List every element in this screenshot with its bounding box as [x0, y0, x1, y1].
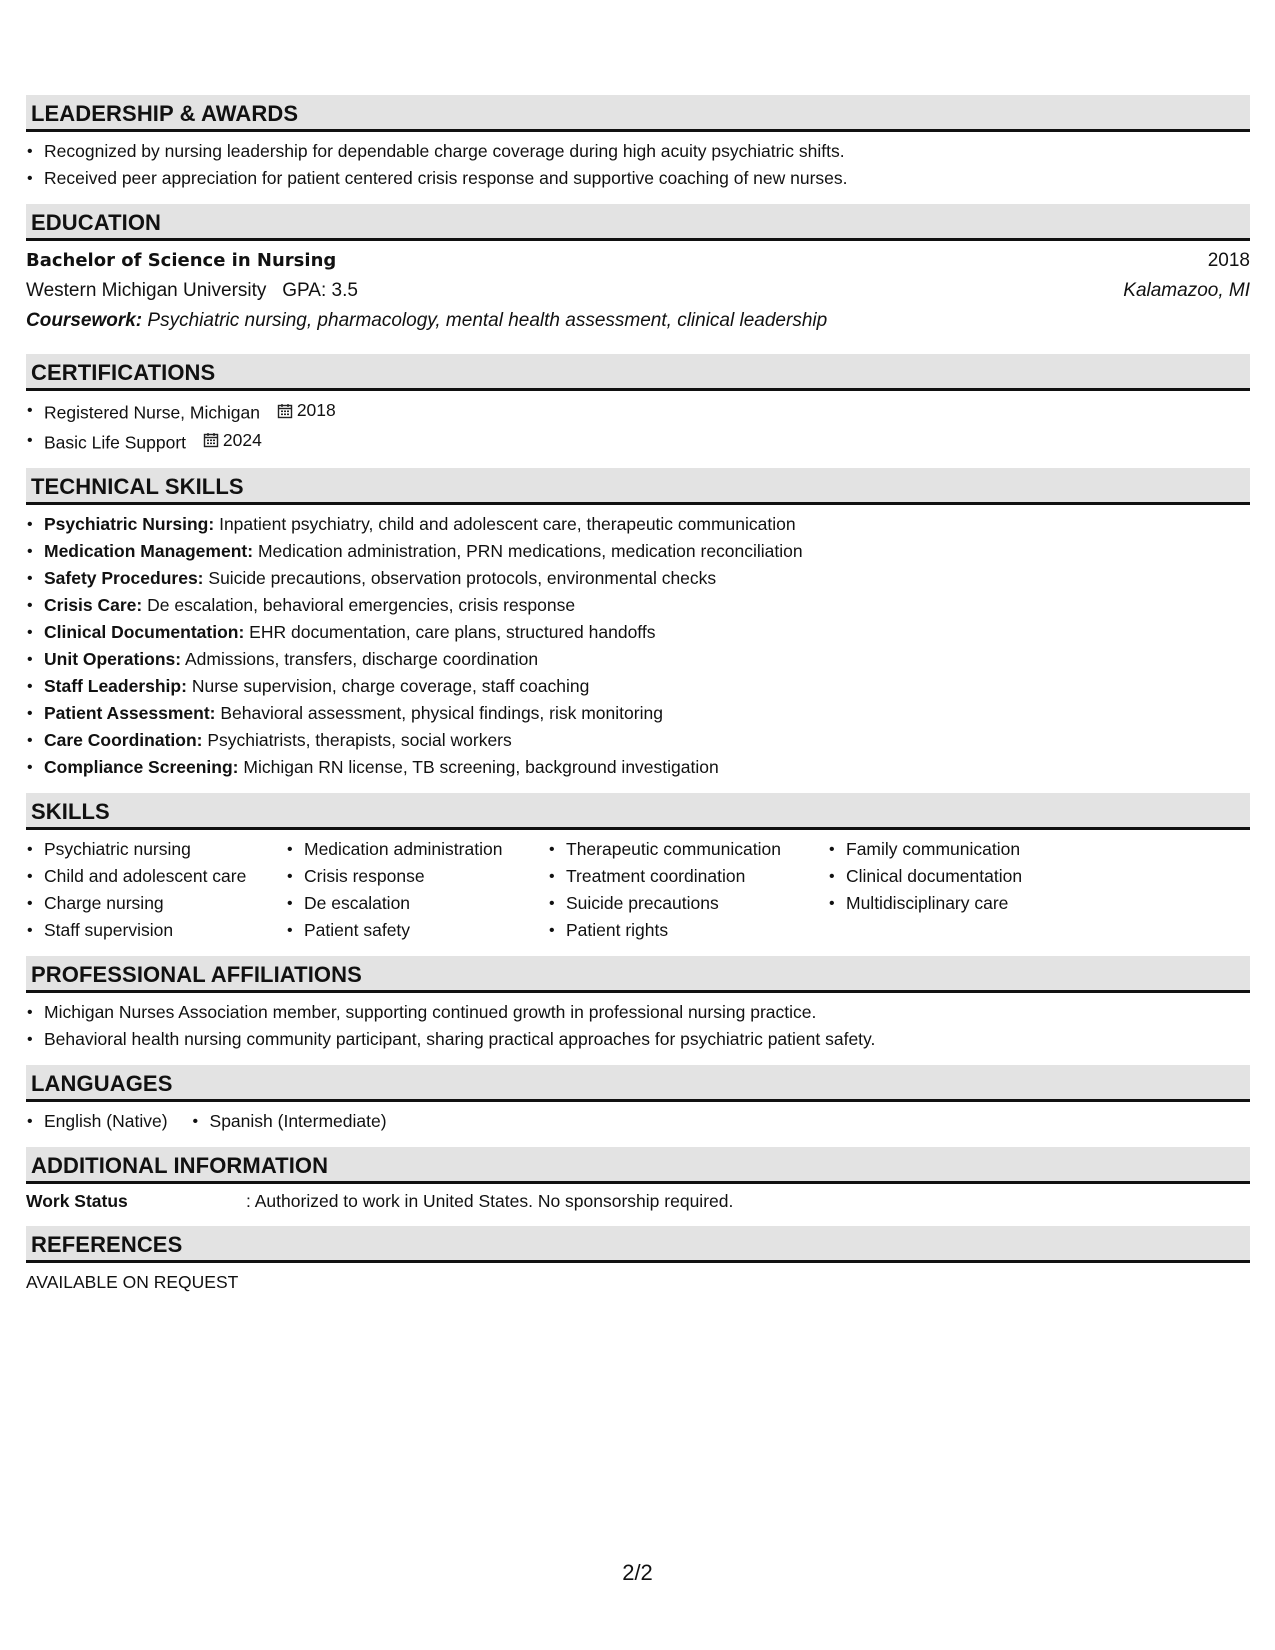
education-section: [26, 204, 1250, 336]
leadership-list: [26, 138, 1250, 192]
list-item: • Child and adolescent care: [26, 863, 286, 890]
school-location: Kalamazoo, MI: [1123, 280, 1250, 301]
list-item: • Patient safety: [286, 917, 548, 944]
list-item: • Charge nursing: [26, 890, 286, 917]
work-status-row: [26, 1188, 1250, 1214]
list-item: • English (Native): [26, 1108, 168, 1135]
list-item: • Clinical documentation: [828, 863, 1128, 890]
skill-detail: EHR documentation, care plans, structured handoffs: [249, 622, 656, 642]
list-item: [26, 511, 1250, 538]
coursework-label: Coursework:: [26, 310, 143, 331]
certifications-section: [26, 354, 1250, 456]
section-title: SKILLS: [26, 793, 1250, 830]
list-item: • Therapeutic communication: [548, 836, 828, 863]
skill-detail: Behavioral assessment, physical findings, risk monitoring: [220, 703, 663, 723]
degree-name: Bachelor of Science in Nursing: [26, 250, 337, 271]
skill-detail: Nurse supervision, charge coverage, staff coaching: [191, 676, 590, 696]
list-item: • Psychiatric nursing: [26, 836, 286, 863]
list-item: [26, 646, 1250, 673]
certification-name: Registered Nurse, Michigan: [44, 402, 260, 423]
skills-column: [286, 836, 548, 944]
skill-category: Clinical Documentation:: [44, 622, 245, 642]
list-item: • De escalation: [286, 890, 548, 917]
list-item: • Patient rights: [548, 917, 828, 944]
list-item: [26, 565, 1250, 592]
section-title: EDUCATION: [26, 204, 1250, 241]
skill-category: Medication Management:: [44, 541, 254, 561]
list-item: • Suicide precautions: [548, 890, 828, 917]
skills-column: [828, 836, 1128, 944]
list-item: • Behavioral health nursing community participant, sharing practical approaches for psychiatric patient safety.: [26, 1026, 1250, 1053]
list-item: [26, 397, 1250, 427]
section-title: TECHNICAL SKILLS: [26, 468, 1250, 505]
skill-category: Crisis Care:: [44, 595, 143, 615]
technical-skills-list: [26, 511, 1250, 781]
skills-grid: [26, 836, 1250, 944]
affiliations-section: [26, 956, 1250, 1053]
certification-year: 2018: [296, 400, 336, 420]
skill-detail: Michigan RN license, TB screening, background investigation: [243, 757, 719, 777]
list-item: [26, 592, 1250, 619]
references-text: AVAILABLE ON REQUEST: [26, 1272, 239, 1292]
skill-category: Care Coordination:: [44, 730, 203, 750]
skills-column: [26, 836, 286, 944]
skills-section: [26, 793, 1250, 944]
school-gpa: Western Michigan University GPA: 3.5: [26, 280, 358, 301]
coursework: [26, 306, 1250, 336]
skill-category: Compliance Screening:: [44, 757, 239, 777]
skill-detail: Medication administration, PRN medications, medication reconciliation: [257, 541, 803, 561]
skills-column: [548, 836, 828, 944]
list-item: [26, 754, 1250, 781]
work-status-label: Work Status: [26, 1191, 128, 1211]
list-item: [26, 700, 1250, 727]
certification-name: Basic Life Support: [44, 432, 187, 452]
skill-category: Staff Leadership:: [44, 676, 187, 696]
skill-category: Psychiatric Nursing:: [44, 514, 215, 534]
references-section: [26, 1226, 1250, 1295]
section-title: LEADERSHIP & AWARDS: [26, 95, 1250, 132]
section-title: REFERENCES: [26, 1226, 1250, 1263]
work-status-value: : Authorized to work in United States. No sponsorship required.: [246, 1191, 734, 1211]
section-title: LANGUAGES: [26, 1065, 1250, 1102]
skill-detail: Admissions, transfers, discharge coordination: [185, 649, 539, 669]
certifications-list: [26, 397, 1250, 456]
skill-category: Unit Operations:: [44, 649, 182, 669]
skill-category: Patient Assessment:: [44, 703, 216, 723]
list-item: • Family communication: [828, 836, 1128, 863]
languages-list: [26, 1108, 1250, 1135]
technical-skills-section: [26, 468, 1250, 781]
affiliations-list: [26, 999, 1250, 1053]
list-item: [26, 727, 1250, 754]
section-title: PROFESSIONAL AFFILIATIONS: [26, 956, 1250, 993]
section-title: ADDITIONAL INFORMATION: [26, 1147, 1250, 1184]
section-title: CERTIFICATIONS: [26, 354, 1250, 391]
leadership-section: [26, 95, 1250, 192]
list-item: • Spanish (Intermediate): [192, 1108, 387, 1135]
list-item: [26, 619, 1250, 646]
calendar-icon: [277, 403, 293, 419]
list-item: [26, 427, 1250, 457]
skill-detail: Suicide precautions, observation protocols, environmental checks: [208, 568, 717, 588]
coursework-text: Psychiatric nursing, pharmacology, mental health assessment, clinical leadership: [147, 310, 828, 331]
list-item: [26, 673, 1250, 700]
skill-detail: Inpatient psychiatry, child and adolescent care, therapeutic communication: [219, 514, 796, 534]
languages-section: [26, 1065, 1250, 1135]
certification-year: 2024: [222, 429, 262, 450]
list-item: • Multidisciplinary care: [828, 890, 1128, 917]
additional-section: [26, 1147, 1250, 1214]
skill-detail: Psychiatrists, therapists, social workers: [207, 730, 512, 750]
list-item: • Michigan Nurses Association member, supporting continued growth in professional nursing practice.: [26, 999, 1250, 1026]
list-item: • Received peer appreciation for patient centered crisis response and supportive coaching of new nurses.: [26, 165, 1250, 192]
list-item: • Recognized by nursing leadership for dependable charge coverage during high acuity psychiatric shifts.: [26, 138, 1250, 165]
list-item: • Staff supervision: [26, 917, 286, 944]
list-item: [26, 538, 1250, 565]
page-number: 2/2: [622, 1560, 653, 1585]
calendar-icon: [203, 432, 219, 448]
skill-category: Safety Procedures:: [44, 568, 204, 588]
list-item: • Crisis response: [286, 863, 548, 890]
resume-page: [26, 95, 1250, 1307]
list-item: • Medication administration: [286, 836, 548, 863]
list-item: • Treatment coordination: [548, 863, 828, 890]
graduation-year: 2018: [1207, 250, 1250, 271]
skill-detail: De escalation, behavioral emergencies, crisis response: [147, 595, 576, 615]
